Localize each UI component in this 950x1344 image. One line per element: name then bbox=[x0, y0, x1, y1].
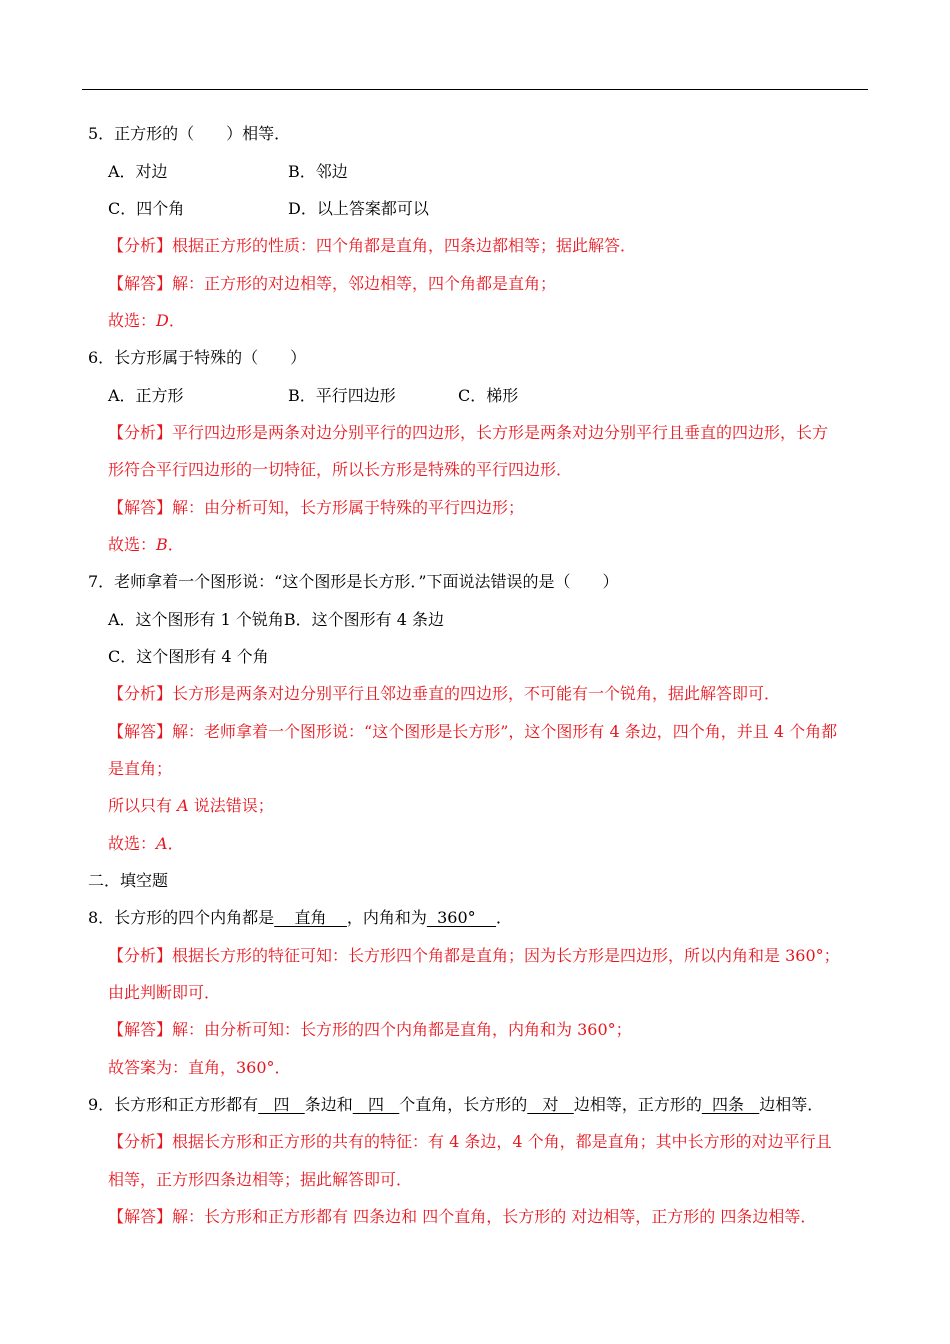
q9-blank-4: 四条 bbox=[701, 1095, 760, 1114]
q8-blank-2: 360° bbox=[426, 908, 496, 927]
q8-answer bbox=[108, 1020, 632, 1040]
q6-choice-letter: B bbox=[156, 535, 168, 554]
q7-choice-end: ． bbox=[167, 834, 184, 853]
q6-answer-text: 解：由分析可知，长方形属于特殊的平行四边形； bbox=[172, 498, 525, 517]
q7-conclusion bbox=[108, 796, 274, 816]
q8-blank-1: 直角 bbox=[274, 908, 347, 927]
q5-option-d: D．以上答案都可以 bbox=[288, 199, 429, 218]
q8-analysis-line-2: 由此判断即可． bbox=[108, 983, 221, 1002]
q6-choice bbox=[108, 535, 184, 555]
q5-answer-text: 解：正方形的对边相等，邻边相等，四个角都是直角； bbox=[172, 274, 557, 293]
q9-stem-a: 9．长方形和正方形都有 bbox=[88, 1095, 259, 1114]
q5-choice-letter: D bbox=[156, 311, 169, 330]
q9-answer-tag: 【解答】 bbox=[108, 1207, 173, 1226]
q9-blank-3: 对 bbox=[527, 1095, 574, 1114]
q5-analysis-text: 根据正方形的性质：四个角都是直角，四条边都相等；据此解答． bbox=[172, 236, 637, 255]
q5-analysis bbox=[108, 236, 636, 256]
q8-answer-text: 解：由分析可知：长方形的四个内角都是直角，内角和为 360°； bbox=[172, 1020, 632, 1039]
q9-stem-c: 个直角，长方形的 bbox=[399, 1095, 528, 1114]
q6-option-b: B．平行四边形 bbox=[288, 386, 396, 405]
q9-blank-2: 四 bbox=[352, 1095, 400, 1114]
q7-option-c: C．这个图形有 4 个角 bbox=[108, 647, 269, 666]
q5-choice-prefix: 故选： bbox=[108, 311, 157, 330]
q7-answer-tag: 【解答】 bbox=[108, 722, 173, 741]
q6-options-row bbox=[108, 386, 518, 406]
q7-choice bbox=[108, 834, 184, 854]
q8-final-answer: 故答案为：直角，360°． bbox=[108, 1058, 291, 1077]
q7-conclusion-b: 说法错误； bbox=[188, 796, 274, 815]
q6-option-a: A．正方形 bbox=[108, 386, 184, 405]
q5-stem: 5．正方形的（ ）相等． bbox=[88, 124, 291, 143]
q5-answer bbox=[108, 274, 556, 294]
q9-answer-text: 解：长方形和正方形都有 四条边和 四个直角，长方形的 对边相等，正方形的 四条边相等． bbox=[172, 1207, 817, 1226]
q6-option-c: C．梯形 bbox=[458, 386, 519, 405]
q6-choice-end: ． bbox=[167, 535, 184, 554]
q5-option-b: B．邻边 bbox=[288, 162, 348, 181]
q7-conclusion-letter: A bbox=[177, 796, 189, 815]
q6-answer bbox=[108, 498, 524, 518]
q6-analysis-text-1: 平行四边形是两条对边分别平行的四边形，长方形是两条对边分别平行且垂直的四边形，长方 bbox=[172, 423, 829, 442]
q9-analysis-line-1 bbox=[108, 1132, 832, 1152]
q7-conclusion-a: 所以只有 bbox=[108, 796, 178, 815]
q5-analysis-tag: 【分析】 bbox=[108, 236, 173, 255]
q7-stem: 7．老师拿着一个图形说：“这个图形是长方形．”下面说法错误的是（ ） bbox=[88, 572, 619, 591]
q8-analysis-tag: 【分析】 bbox=[108, 946, 173, 965]
q7-option-a: A．这个图形有 1 个锐角 bbox=[108, 610, 284, 629]
q9-answer bbox=[108, 1207, 816, 1227]
q5-choice-end: ． bbox=[168, 311, 185, 330]
q7-answer-text-1: 解：老师拿着一个图形说：“这个图形是长方形”，这个图形有 4 条边，四个角，并且 4 个角都 bbox=[172, 722, 838, 741]
q8-analysis-text-1: 根据长方形的特征可知：长方形四个角都是直角；因为长方形是四边形，所以内角和是 360°； bbox=[172, 946, 840, 965]
q9-stem-b: 条边和 bbox=[304, 1095, 353, 1114]
q7-option-b: B．这个图形有 4 条边 bbox=[283, 610, 445, 629]
q9-analysis-text-1: 根据长方形和正方形的共有的特征：有 4 条边，4 个角，都是直角；其中长方形的对边平行且 bbox=[172, 1132, 832, 1151]
q9-stem-d: 边相等，正方形的 bbox=[573, 1095, 702, 1114]
q7-analysis-text: 长方形是两条对边分别平行且邻边垂直的四边形，不可能有一个锐角，据此解答即可． bbox=[172, 684, 781, 703]
q5-choice bbox=[108, 311, 185, 331]
q7-choice-letter: A bbox=[156, 834, 168, 853]
q9-stem bbox=[88, 1095, 823, 1115]
q5-answer-tag: 【解答】 bbox=[108, 274, 173, 293]
q7-answer-line-2: 是直角； bbox=[108, 759, 173, 778]
q9-blank-1: 四 bbox=[258, 1095, 305, 1114]
q7-answer-line-1 bbox=[108, 722, 837, 742]
q5-options-row-2 bbox=[108, 199, 429, 219]
q8-stem-c: ． bbox=[495, 908, 512, 927]
q5-option-a: A．对边 bbox=[108, 162, 168, 181]
q8-stem bbox=[88, 908, 512, 928]
q8-analysis-line-1 bbox=[108, 946, 840, 966]
q7-choice-prefix: 故选： bbox=[108, 834, 157, 853]
q6-analysis-line-2: 形符合平行四边形的一切特征，所以长方形是特殊的平行四边形． bbox=[108, 460, 573, 479]
q6-analysis-line-1 bbox=[108, 423, 828, 443]
q7-analysis bbox=[108, 684, 780, 704]
q9-analysis-line-2: 相等，正方形四条边相等；据此解答即可． bbox=[108, 1170, 413, 1189]
header-rule bbox=[82, 89, 868, 90]
q9-stem-e: 边相等． bbox=[759, 1095, 824, 1114]
q8-stem-a: 8．长方形的四个内角都是 bbox=[88, 908, 275, 927]
q8-stem-b: ，内角和为 bbox=[346, 908, 427, 927]
q6-answer-tag: 【解答】 bbox=[108, 498, 173, 517]
q5-options-row-1 bbox=[108, 162, 348, 182]
q7-options-row-2 bbox=[108, 647, 269, 667]
q6-analysis-tag: 【分析】 bbox=[108, 423, 173, 442]
q6-stem: 6．长方形属于特殊的（ ） bbox=[88, 348, 307, 367]
q7-options-row-1 bbox=[108, 610, 444, 630]
q6-choice-prefix: 故选： bbox=[108, 535, 157, 554]
q5-option-c: C．四个角 bbox=[108, 199, 185, 218]
q9-analysis-tag: 【分析】 bbox=[108, 1132, 173, 1151]
q7-analysis-tag: 【分析】 bbox=[108, 684, 173, 703]
q8-answer-tag: 【解答】 bbox=[108, 1020, 173, 1039]
section-title: 二．填空题 bbox=[88, 871, 169, 890]
